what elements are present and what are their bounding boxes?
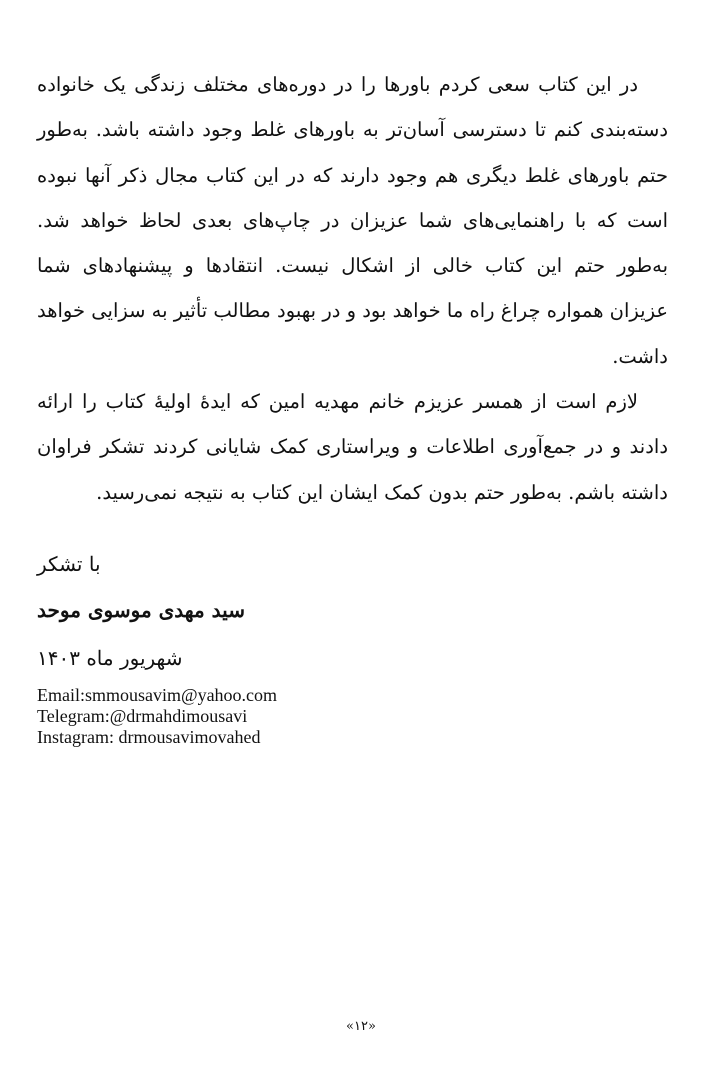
preface-paragraph-2: لازم است از همسر عزیزم خانم مهدیه امین که ایدهٔ اولیهٔ کتاب را ارائه دادند و در جمع‌آوری اطلاعات و ویراستاری کمک شایانی کردند تشکر فراوان داشته باشم. به‌طور حتم بدون کمک ایشان این کتاب به نتیجه نمی‌رسید.: [37, 390, 668, 504]
preface-body: [37, 62, 668, 515]
page-number: «۱۲»: [346, 1019, 376, 1034]
preface-paragraph-1: در این کتاب سعی کردم باورها را در دوره‌های مختلف زندگی یک خانواده دسته‌بندی کنم تا دسترسی آسان‌تر به باورهای غلط وجود داشته باشد. به‌طور حتم باورهای غلط دیگری هم وجود دارند که در این کتاب مجال ذکر آنها نبوده است که با راهنمایی‌های شما عزیزان در چاپ‌های بعدی لحاظ خواهد شد. به‌طور حتم این کتاب خالی از اشکال نیست. انتقادها و پیشنهادهای شما عزیزان همواره چراغ راه ما خواهد بود و در بهبود مطالب تأثیر به سزایی خواهد داشت.: [37, 73, 668, 368]
contact-email: Email:smmousavim@yahoo.com: [37, 685, 278, 705]
signature-date: شهریور ماه ۱۴۰۳: [37, 646, 183, 670]
author-name: سید مهدی موسوی موحد: [37, 598, 245, 622]
contact-telegram: Telegram:@drmahdimousavi: [37, 706, 248, 726]
contact-info: [37, 685, 277, 748]
closing-thanks: با تشکر: [37, 552, 101, 576]
contact-instagram: Instagram: drmousavimovahed: [37, 727, 261, 747]
